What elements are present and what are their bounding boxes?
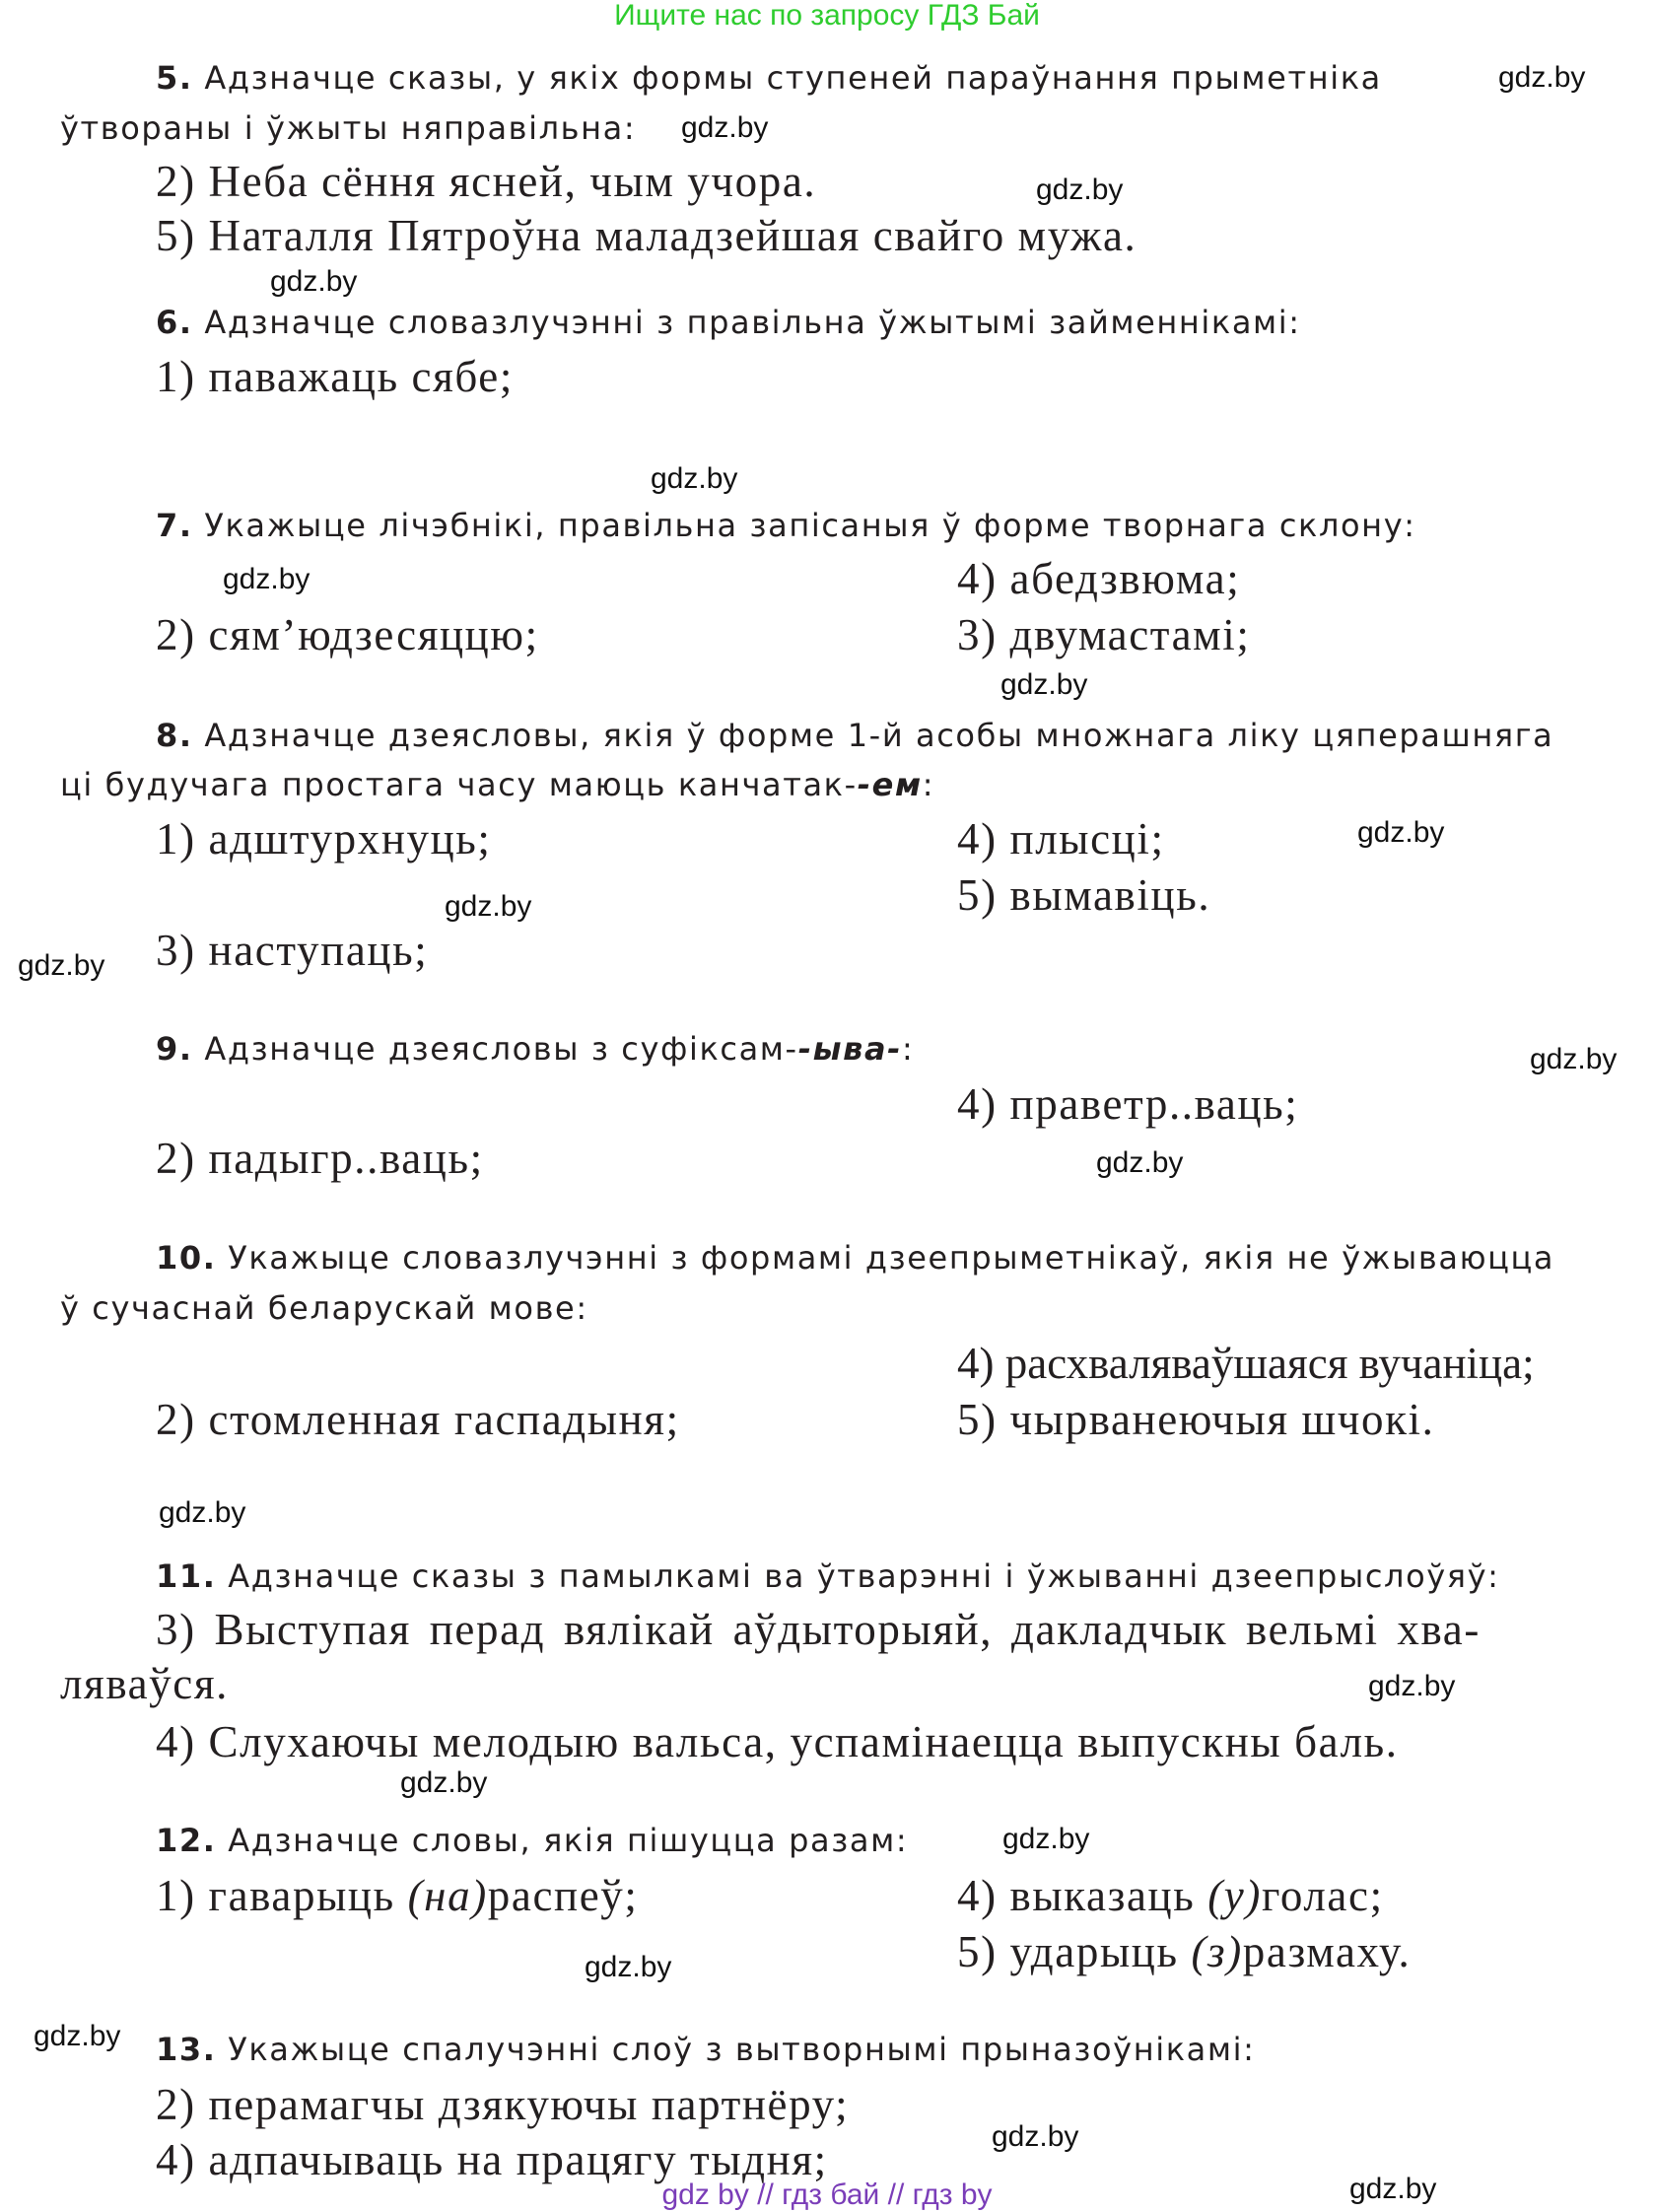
question-9 (156, 1030, 914, 1068)
question-number: 7. (156, 507, 193, 544)
answer-option: 1) паважаць сябе; (156, 352, 514, 401)
watermark: gdz.by (159, 1496, 246, 1529)
answer-option (156, 1870, 639, 1921)
watermark: gdz.by (18, 949, 105, 982)
question-text: Адзначце дзеясловы з суфіксам- (192, 1030, 798, 1068)
ending-highlight: -ем (857, 766, 923, 803)
question-text: Адзначце словазлучэнні з правільна ўжытымі займеннікамі: (192, 304, 1301, 341)
question-text: Адзначце словы, якія пішуцца разам: (216, 1822, 909, 1859)
option-text: распеў; (487, 1871, 639, 1920)
answer-option: 3) наступаць; (156, 926, 429, 975)
answer-option (957, 1870, 1384, 1921)
watermark: gdz.by (223, 563, 310, 595)
watermark: gdz.by (651, 462, 738, 495)
question-text: Адзначце дзеясловы, якія ў форме 1-й асобы множнага ліку цяперашняга (192, 717, 1554, 754)
answer-option: 4) плысці; (957, 814, 1165, 864)
answer-option: 4) расхваляваўшаяся вучаніца; (957, 1339, 1535, 1388)
question-text: Адзначце сказы з памылкамі ва ўтварэнні і ўжыванні дзеепрыслоўяў: (216, 1557, 1500, 1595)
option-text: размаху. (1242, 1927, 1412, 1976)
question-text: Адзначце сказы, у якіх формы ступеней параўнання прыметніка (192, 59, 1382, 97)
answer-option: 5) чырванеючыя шчокі. (957, 1395, 1435, 1444)
question-8-line-1 (156, 717, 1553, 754)
answer-option: 2) Неба сёння ясней, чым учора. (156, 157, 817, 206)
question-11 (156, 1557, 1500, 1595)
answer-option: 2) перамагчы дзякуючы партнёру; (156, 2080, 850, 2129)
question-number: 11. (156, 1557, 217, 1595)
watermark: gdz.by (585, 1951, 672, 1983)
answer-option: 4) Слухаючы мелодыю вальса, успамінаецца выпускны баль. (156, 1717, 1399, 1766)
watermark: gdz.by (1096, 1146, 1184, 1179)
watermark: gdz.by (1530, 1043, 1618, 1075)
watermark: gdz.by (400, 1766, 488, 1799)
answer-option: 2) падыгр..ваць; (156, 1134, 484, 1183)
question-number: 12. (156, 1822, 217, 1859)
watermark: gdz.by (1368, 1670, 1456, 1702)
question-number: 8. (156, 717, 193, 754)
watermark: gdz.by (1349, 2173, 1437, 2205)
question-number: 10. (156, 1239, 217, 1277)
question-number: 9. (156, 1030, 193, 1068)
question-text: ці будучага простага часу маюць канчатак- (60, 766, 858, 803)
answer-option-continuation: ляваўся. (60, 1659, 230, 1708)
watermark: gdz.by (445, 890, 532, 923)
watermark: gdz.by (1002, 1823, 1090, 1855)
answer-option: 4) абедзвюма; (957, 554, 1241, 603)
question-6 (156, 304, 1301, 341)
question-8-line-2 (60, 766, 934, 803)
watermark: gdz.by (270, 265, 358, 298)
question-5-line-1 (156, 59, 1382, 97)
question-10-line-2: ў сучаснай беларускай мове: (60, 1289, 588, 1327)
question-text: Укажыце спалучэнні слоў з вытворнымі прыназоўнікамі: (216, 2031, 1256, 2068)
option-text: 5) ударыць (957, 1927, 1192, 1976)
watermark: gdz.by (1036, 173, 1124, 206)
footer-links: gdz by // гдз бай // гдз by (661, 2178, 993, 2211)
question-10-line-1 (156, 1239, 1554, 1277)
answer-option (957, 1926, 1411, 1977)
answer-option: 3) Выступая перад вялікай аўдыторыяй, дакладчык вельмі хва- (156, 1605, 1481, 1654)
answer-option: 4) адпачываць на працягу тыдня; (156, 2135, 828, 2184)
question-13 (156, 2031, 1256, 2068)
option-particle: (у) (1207, 1871, 1262, 1920)
question-number: 5. (156, 59, 193, 97)
watermark: gdz.by (1000, 668, 1088, 701)
watermark: gdz.by (1357, 816, 1445, 849)
option-text: 4) выказаць (957, 1871, 1208, 1920)
option-particle: (на) (407, 1871, 488, 1920)
watermark: gdz.by (681, 111, 769, 144)
colon: : (902, 1030, 915, 1068)
search-hint-banner: Ищите нас по запросу ГДЗ Бай (614, 0, 1040, 32)
watermark: gdz.by (34, 2020, 121, 2052)
answer-option: 4) праветр..ваць; (957, 1079, 1299, 1129)
question-text: Укажыце словазлучэнні з формамі дзеепрыметнікаў, якія не ўжываюцца (216, 1239, 1555, 1277)
option-particle: (з) (1191, 1927, 1243, 1976)
option-text: 1) гаварыць (156, 1871, 408, 1920)
watermark: gdz.by (992, 2120, 1079, 2153)
question-number: 6. (156, 304, 193, 341)
question-text: Укажыце лічэбнікі, правільна запісаныя ў форме творнага склону: (192, 507, 1416, 544)
question-7 (156, 507, 1416, 544)
suffix-highlight: -ыва- (797, 1030, 903, 1068)
question-number: 13. (156, 2031, 217, 2068)
answer-option: 1) адштурхнуць; (156, 814, 492, 864)
question-5-line-2: ўтвораны і ўжыты няправільна: (60, 109, 637, 147)
answer-option: 2) стомленная гаспадыня; (156, 1395, 680, 1444)
answer-option: 3) двумастамі; (957, 610, 1251, 659)
answer-option: 2) сям’юдзесяццю; (156, 610, 539, 659)
watermark: gdz.by (1498, 61, 1586, 94)
colon: : (922, 766, 935, 803)
answer-option: 5) вымавіць. (957, 870, 1211, 920)
option-text: голас; (1261, 1871, 1384, 1920)
question-12 (156, 1822, 908, 1859)
answer-option: 5) Наталля Пятроўна маладзейшая свайго мужа. (156, 211, 1137, 260)
